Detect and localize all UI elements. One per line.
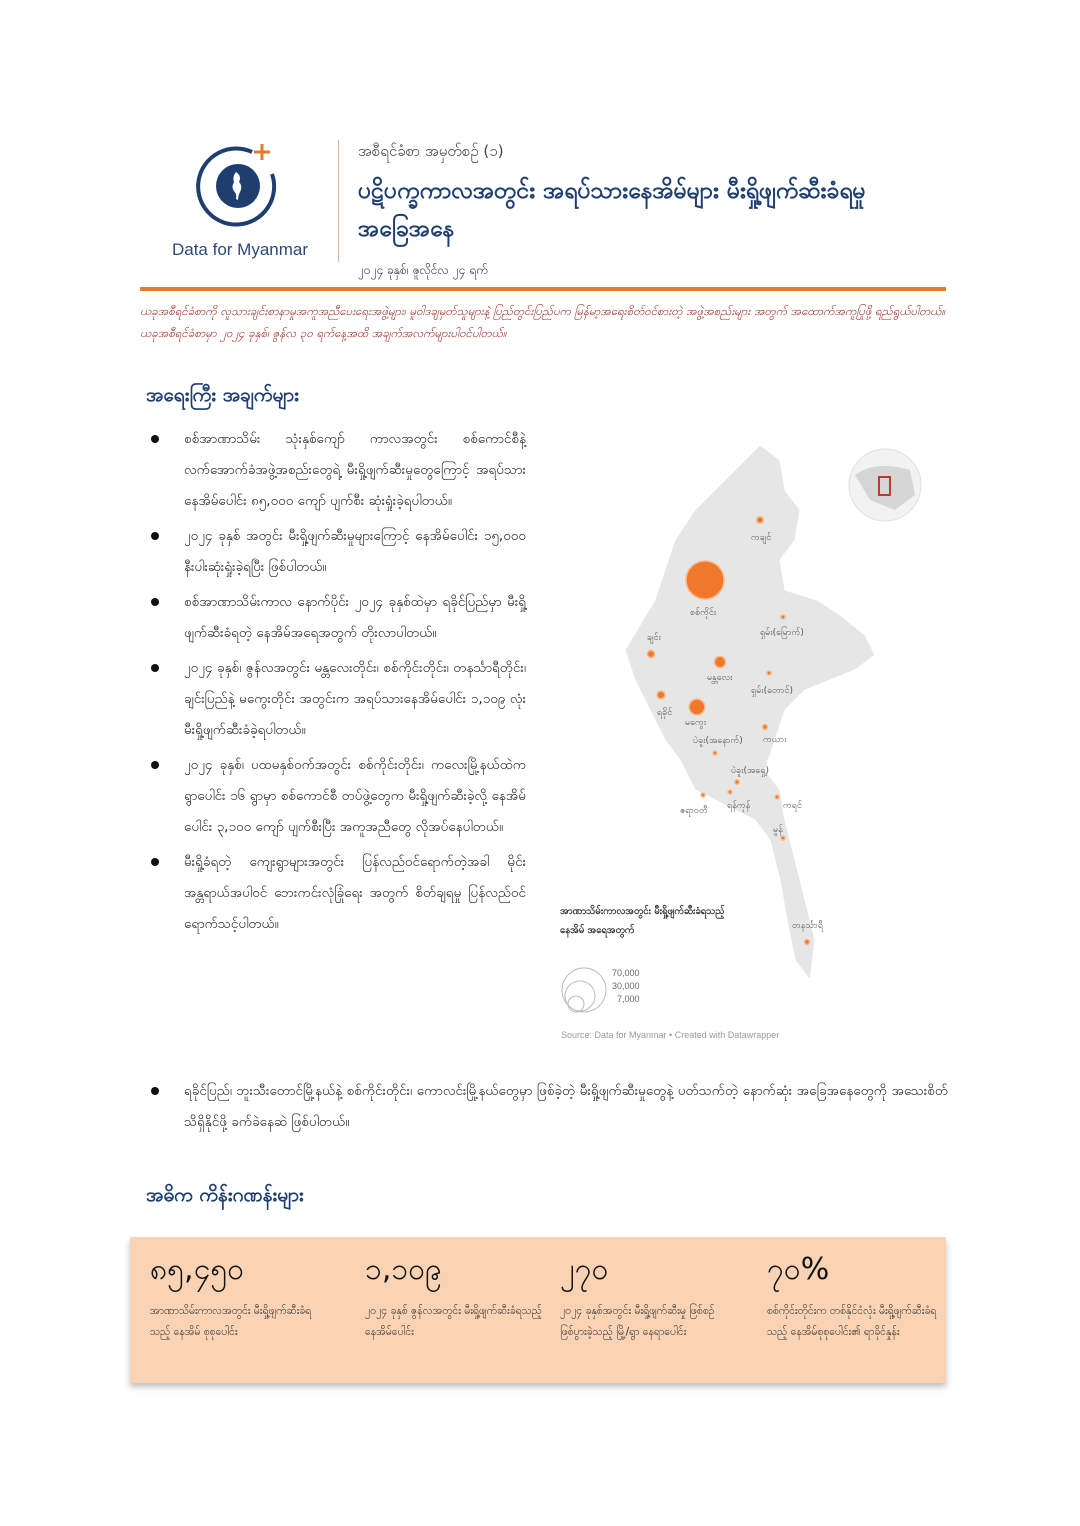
stat-value: ၈၅,၄၅၀ (150, 1252, 245, 1287)
finding-text: စစ်အာဏာသိမ်းကာလ နောက်ပိုင်း ၂၀၂၄ ခုနှစ်ထဲမှာ ရခိုင်ပြည်မှာ မီးရှို့ဖျက်ဆီးခံရတဲ့ နေအိမ်အရေအတွက် တိုးလာပါတယ်။ (184, 594, 526, 641)
bullet-icon (151, 1087, 159, 1095)
finding-text: ၂၀၂၄ ခုနှစ်၊ ပထမနှစ်ဝက်အတွင်း စစ်ကိုင်းတိုင်း၊ ကလေးမြို့နယ်ထဲက ရွာပေါင်း ၁၆ ရွာမှာ စစ်ကောင်စီ တပ်ဖွဲ့တွေက မီးရှို့ဖျက်ဆီးခဲ့လို့ နေအိမ်ပေါင်း ၃,၁၀၀ ကျော် ပျက်စီးပြီး အကူအညီတွေ လိုအပ်နေပါတယ်။ (184, 757, 526, 835)
bullet-icon (151, 858, 159, 866)
stat-label: အာဏာသိမ်းကာလအတွင်း မီးရှို့ဖျက်ဆီးခံရသည့် နေအိမ် စုစုပေါင်း (150, 1305, 312, 1338)
header-divider (338, 140, 339, 262)
orange-divider (140, 287, 946, 291)
map-region-label: ချင်း (647, 633, 661, 643)
map-region-label: ရှမ်း(မြောက်) (760, 628, 804, 638)
map-region-label: ဧရာဝတီ (680, 806, 708, 816)
map-bubble (714, 656, 725, 667)
map-region-label: ကရင် (783, 801, 802, 811)
bullet-icon (151, 598, 159, 606)
map-bubble (763, 725, 768, 730)
map-bubble (775, 795, 779, 799)
map-bubble (781, 615, 785, 619)
legend-value: 70,000 (612, 968, 640, 978)
map-legend-title: အာဏာသိမ်းကာလအတွင်း မီးရှို့ဖျက်ဆီးခံရသည့် နေအိမ် အရေအတွက် (560, 906, 725, 936)
map-bubble (735, 780, 740, 785)
finding-text: ရခိုင်ပြည်၊ ဘူးသီးတောင်မြို့နယ်နဲ့ စစ်ကိုင်းတိုင်း၊ ကောလင်းမြို့နယ်တွေမှာ ဖြစ်ခဲ့တဲ့ မီးရှို့ဖျက်ဆီးမှုတွေနဲ့ ပတ်သက်တဲ့ နောက်ဆုံး အခြေအနေတွေကို အသေးစိတ်သိရှိနိုင်ဖို့ ခက်ခဲနေဆဲ ဖြစ်ပါတယ်။ (184, 1083, 948, 1130)
key-findings-heading: အရေးကြီး အချက်များ (146, 384, 299, 406)
logo-text: Data for Myanmar (171, 240, 309, 259)
map-region-label: ပဲခူး(အရှေ့) (731, 766, 769, 776)
stat-value: ၁,၁၀၉ (365, 1252, 443, 1287)
bullet-icon (151, 664, 159, 672)
page-title: ပဋိပက္ခကာလအတွင်း အရပ်သားနေအိမ်များ မီးရှို့ဖျက်ဆီးခံရမှု အခြေအနေ (358, 178, 866, 242)
finding-item (148, 521, 526, 583)
legend-value: 7,000 (617, 994, 640, 1004)
map-bubble (647, 650, 654, 657)
map-region-label: မကွေး (685, 718, 707, 728)
map-source: Source: Data for Myanmar • Created with Datawrapper (561, 1030, 780, 1040)
stat-label: ၂၀၂၄ ခုနှစ် ဇွန်လအတွင်း မီးရှို့ဖျက်ဆီးခံရသည့်နေအိမ်ပေါင်း (365, 1305, 542, 1338)
stat-value: ၂၇၀ (560, 1252, 609, 1287)
map-bubble (767, 671, 771, 675)
map-bubble (728, 790, 732, 794)
map-region-label: ကယား (763, 735, 787, 745)
map-bubble (686, 561, 724, 599)
key-numbers-heading: အဓိက ကိန်းဂဏန်းများ (146, 1184, 304, 1206)
myanmar-bubble-map (555, 440, 940, 1050)
inset-globe (849, 449, 921, 521)
legend-size-circles (560, 962, 660, 1014)
map-region-label: တနင်္သာရီ (792, 921, 823, 931)
data-for-myanmar-logo-icon (190, 140, 290, 236)
finding-text: မီးရှို့ခံရတဲ့ ကျေးရွာများအတွင်း ပြန်လည်ဝင်ရောက်တဲ့အခါ မိုင်းအန္တရာယ်အပါဝင် ဘေးကင်းလုံခြုံရေး အတွက် စိတ်ချရမှု ပြန်လည်ဝင်ရောက်သင့်ပါတယ်။ (184, 854, 526, 932)
bullet-icon (151, 532, 159, 540)
bullet-icon (151, 761, 159, 769)
map-region-label: ရခိုင် (657, 708, 673, 718)
map-bubble (657, 691, 665, 699)
finding-item (148, 653, 526, 746)
map-bubble (701, 793, 705, 797)
map-region-label: ပဲခူး(အနောက်) (693, 736, 743, 746)
map-region-label: စစ်ကိုင်း (690, 608, 717, 618)
series-label: အစီရင်ခံစာ အမှတ်စဉ် (၁) (358, 142, 504, 160)
finding-text: စစ်အာဏာသိမ်း သုံးနှစ်ကျော် ကာလအတွင်း စစ်ကောင်စီနဲ့ လက်အောက်ခံအဖွဲ့အစည်းတွေရဲ့ မီးရှို့ဖျက်ဆီးမှုတွေကြောင့် အရပ်သား နေအိမ်ပေါင်း ၈၅,၀၀၀ ကျော် ပျက်စီး ဆုံးရှုံးခဲ့ရပါတယ်။ (184, 431, 526, 509)
finding-item (148, 1076, 948, 1138)
map-region-label: ရှမ်း(တောင်) (751, 686, 793, 696)
stat-label: ၂၀၂၄ ခုနှစ်အတွင်း မီးရှို့ဖျက်ဆီးမှု ဖြစ်စဉ် ဖြစ်ပွားခဲ့သည့် မြို့/ရွာ နေရာပေါင်း (560, 1305, 715, 1338)
map-bubble (805, 940, 810, 945)
map-bubble (781, 836, 785, 840)
bullet-icon (151, 435, 159, 443)
map-bubble (757, 517, 763, 523)
map-region-label: ကချင် (751, 533, 772, 543)
report-date: ၂၀၂၄ ခုနှစ်၊ ဇူလိုင်လ ၂၄ ရက် (358, 263, 488, 277)
finding-text: ၂၀၂၄ ခုနှစ် အတွင်း မီးရှို့ဖျက်ဆီးမှုများကြောင့် နေအိမ်ပေါင်း ၁၅,၀၀၀ နီးပါးဆုံးရှုံးခဲ့ရပြီး ဖြစ်ပါတယ်။ (184, 528, 526, 575)
map-region-label: မန္တလေး (707, 673, 733, 683)
intro-text: ယခုအစီရင်ခံစာကို လူသားချင်းစာနာမှုအကူအညီပေးရေးအဖွဲ့များ၊ မူဝါဒချမှတ်သူများနဲ့ ပြည်တွင်းပြည်ပက မြန်မာ့အရေးစိတ်ဝင်စားတဲ့ အဖွဲ့အစည်းများ အတွက် အထောက်အကူပြုဖို့ ရည်ရွယ်ပါတယ်။ ယခုအစီရင်ခံစာမှာ ၂၀၂၄ ခုနှစ်၊ ဇွန်လ ၃၀ ရက်နေ့အထိ အချက်အလက်များပါဝင်ပါတယ်။ (140, 304, 945, 340)
finding-item (148, 424, 526, 517)
map-region-label: ရန်ကုန် (727, 801, 751, 811)
map-bubble (689, 699, 705, 715)
finding-item (148, 750, 526, 843)
key-findings-list (148, 424, 526, 944)
legend-value: 30,000 (612, 981, 640, 991)
map-bubble (713, 751, 717, 755)
stat-label: စစ်ကိုင်းတိုင်းက တစ်နိုင်ငံလုံး မီးရှို့ဖျက်ဆီးခံရသည့် နေအိမ်စုစုပေါင်း၏ ရာခိုင်နှုန်း (767, 1305, 937, 1338)
finding-item (148, 847, 526, 940)
finding-item-wide (148, 1076, 948, 1142)
key-numbers-panel (130, 1237, 946, 1383)
map-region-label: မွန် (773, 825, 783, 835)
logo (160, 140, 320, 270)
finding-item (148, 587, 526, 649)
stat-value: ၇၀% (767, 1252, 830, 1287)
finding-text: ၂၀၂၄ ခုနှစ်၊ ဇွန်လအတွင်း မန္တလေးတိုင်း၊ စစ်ကိုင်းတိုင်း၊ တနင်္သာရီတိုင်း၊ ချင်းပြည်နဲ့ မကွေးတိုင်း အတွင်းက အရပ်သားနေအိမ်ပေါင်း ၁,၁၀၉ လုံး မီးရှို့ဖျက်ဆီးခံခဲ့ရပါတယ်။ (184, 660, 526, 738)
